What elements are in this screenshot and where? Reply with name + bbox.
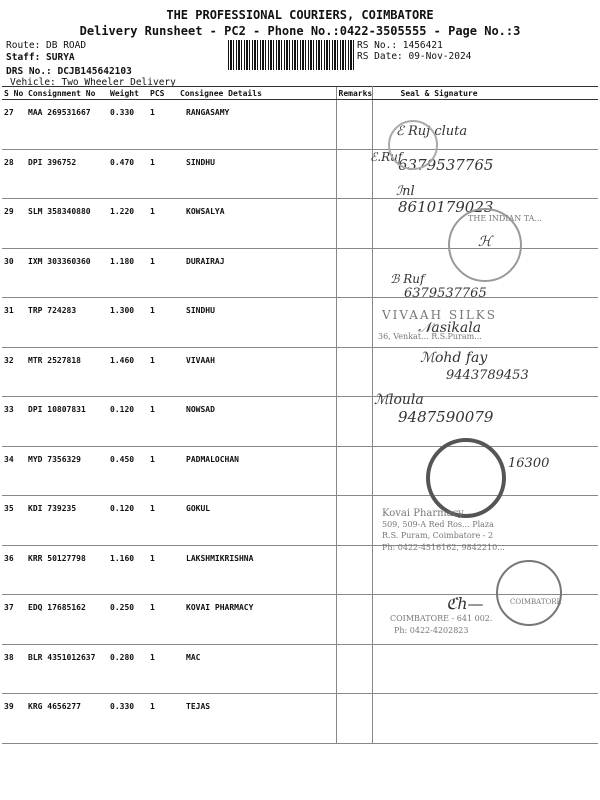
round-stamp: [426, 438, 506, 518]
round-stamp: [496, 560, 562, 626]
route: Route: DB ROAD: [6, 40, 87, 51]
row-consignment-no: IXM 303360360: [26, 248, 108, 298]
row-pcs: 1: [148, 149, 178, 199]
col-weight: Weight: [108, 87, 148, 100]
row-remarks: [336, 545, 372, 595]
row-consignee: PADMALOCHAN: [178, 446, 336, 496]
vehicle: Vehicle: Two Wheeler Delivery: [10, 77, 176, 88]
row-consignee: DURAIRAJ: [178, 248, 336, 298]
row-consignment-no: MAA 269531667: [26, 100, 108, 150]
row-consignee: KOWSALYA: [178, 199, 336, 249]
table-row: [2, 644, 598, 694]
row-weight: 0.330: [108, 694, 148, 744]
barcode: [228, 40, 354, 70]
row-sno: 39: [2, 694, 26, 744]
handwritten-phone: 8610179023: [398, 198, 494, 216]
row-weight: 0.120: [108, 397, 148, 447]
row-pcs: 1: [148, 694, 178, 744]
row-remarks: [336, 199, 372, 249]
row-remarks: [336, 694, 372, 744]
stamp-text: VIVAAH SILKS: [382, 308, 497, 322]
signature-mark: ℰ Ruj cluta: [396, 124, 468, 139]
row-remarks: [336, 149, 372, 199]
table-row: [2, 397, 598, 447]
row-remarks: [336, 100, 372, 150]
row-consignee: RANGASAMY: [178, 100, 336, 150]
row-pcs: 1: [148, 446, 178, 496]
signature-mark: ℋ: [478, 234, 492, 250]
col-remarks: Remarks: [336, 87, 372, 100]
row-sno: 31: [2, 298, 26, 348]
row-consignee: MAC: [178, 644, 336, 694]
signature-mark: ℳloula: [374, 392, 424, 408]
row-pcs: 1: [148, 347, 178, 397]
row-consignment-no: MTR 2527818: [26, 347, 108, 397]
row-consignment-no: TRP 724283: [26, 298, 108, 348]
row-sno: 33: [2, 397, 26, 447]
row-consignment-no: DPI 396752: [26, 149, 108, 199]
handwritten-phone: 9443789453: [446, 368, 529, 383]
row-consignment-no: EDQ 17685162: [26, 595, 108, 645]
row-pcs: 1: [148, 545, 178, 595]
row-pcs: 1: [148, 496, 178, 546]
row-consignment-no: KDI 739235: [26, 496, 108, 546]
signature-mark: ℭh—: [446, 594, 484, 613]
stamp-text: COIMBATORE - 641 002.: [390, 614, 493, 623]
row-sno: 27: [2, 100, 26, 150]
handwritten-phone: 6379537765: [404, 286, 487, 301]
stamp-text: 509, 509-A Red Ros... Plaza: [382, 520, 494, 529]
stamp-text: COIMBATORE: [510, 598, 562, 606]
row-sno: 30: [2, 248, 26, 298]
company-title: THE PROFESSIONAL COURIERS, COIMBATORE: [166, 8, 434, 22]
rs-no: RS No.: 1456421: [357, 40, 443, 51]
row-weight: 0.330: [108, 100, 148, 150]
row-sno: 28: [2, 149, 26, 199]
row-consignment-no: DPI 10807831: [26, 397, 108, 447]
row-weight: 0.280: [108, 644, 148, 694]
row-remarks: [336, 644, 372, 694]
staff: Staff: SURYA: [6, 52, 75, 63]
runsheet-subtitle: Delivery Runsheet - PC2 - Phone No.:0422-3505555 - Page No.:3: [79, 24, 521, 38]
row-seal: [372, 644, 598, 694]
row-consignment-no: KRG 4656277: [26, 694, 108, 744]
row-weight: 0.120: [108, 496, 148, 546]
stamp-text: Ph: 0422-4202823: [394, 626, 469, 635]
row-consignee: NOWSAD: [178, 397, 336, 447]
row-consignee: LAKSHMIKRISHNA: [178, 545, 336, 595]
row-consignee: GOKUL: [178, 496, 336, 546]
row-consignee: SINDHU: [178, 149, 336, 199]
row-seal: [372, 545, 598, 595]
runsheet-table: [2, 86, 598, 744]
table-row: [2, 298, 598, 348]
row-pcs: 1: [148, 100, 178, 150]
col-consignment: Consignment No: [26, 87, 108, 100]
row-seal: [372, 694, 598, 744]
signature-mark: ℰ.Ruf: [370, 150, 403, 164]
row-weight: 0.250: [108, 595, 148, 645]
handwritten-phone: 6379537765: [398, 156, 494, 174]
row-remarks: [336, 595, 372, 645]
table-row: [2, 149, 598, 199]
row-sno: 38: [2, 644, 26, 694]
row-weight: 1.180: [108, 248, 148, 298]
col-pcs: PCS: [148, 87, 178, 100]
col-seal: Seal & Signature: [372, 87, 598, 100]
row-weight: 1.220: [108, 199, 148, 249]
row-sno: 37: [2, 595, 26, 645]
handwritten-phone: 9487590079: [398, 408, 494, 426]
row-remarks: [336, 347, 372, 397]
row-pcs: 1: [148, 298, 178, 348]
row-pcs: 1: [148, 595, 178, 645]
row-consignee: SINDHU: [178, 298, 336, 348]
row-sno: 36: [2, 545, 26, 595]
row-remarks: [336, 446, 372, 496]
row-consignee: TEJAS: [178, 694, 336, 744]
row-remarks: [336, 397, 372, 447]
stamp-text: Ph: 0422-4516162, 9842210...: [382, 543, 505, 552]
row-weight: 1.460: [108, 347, 148, 397]
stamp-text: THE INDIAN TA...: [468, 214, 543, 223]
row-remarks: [336, 496, 372, 546]
stamp-text: Kovai Pharmacy: [382, 508, 464, 519]
row-consignment-no: KRR 50127798: [26, 545, 108, 595]
row-weight: 1.300: [108, 298, 148, 348]
row-weight: 1.160: [108, 545, 148, 595]
handwritten-number: 16300: [508, 456, 550, 471]
signature-mark: 𝒩asikala: [418, 320, 482, 336]
row-pcs: 1: [148, 199, 178, 249]
row-consignment-no: MYD 7356329: [26, 446, 108, 496]
row-remarks: [336, 298, 372, 348]
row-weight: 0.470: [108, 149, 148, 199]
round-stamp: [388, 120, 438, 170]
row-consignment-no: BLR 4351012637: [26, 644, 108, 694]
row-sno: 35: [2, 496, 26, 546]
row-consignee: KOVAI PHARMACY: [178, 595, 336, 645]
table-header-row: [2, 87, 598, 100]
row-sno: 34: [2, 446, 26, 496]
row-weight: 0.450: [108, 446, 148, 496]
table-row: [2, 100, 598, 150]
col-sno: S No: [2, 87, 26, 100]
row-pcs: 1: [148, 644, 178, 694]
signature-mark: ℐnl: [396, 184, 415, 199]
row-sno: 29: [2, 199, 26, 249]
table-row: [2, 694, 598, 744]
rs-date: RS Date: 09-Nov-2024: [357, 51, 472, 62]
row-remarks: [336, 248, 372, 298]
row-consignment-no: SLM 358340880: [26, 199, 108, 249]
col-consignee: Consignee Details: [178, 87, 336, 100]
row-pcs: 1: [148, 248, 178, 298]
row-sno: 32: [2, 347, 26, 397]
stamp-text: 36, Venkat... R.S.Puram...: [378, 332, 482, 341]
stamp-text: R.S. Puram, Coimbatore - 2: [382, 531, 494, 540]
signature-mark: ℬ Ruf: [390, 272, 425, 286]
drs-no: DRS No.: DCJB145642103: [6, 66, 132, 77]
signature-mark: ℳohd fay: [420, 350, 488, 366]
row-consignee: VIVAAH: [178, 347, 336, 397]
table-row: [2, 496, 598, 546]
row-pcs: 1: [148, 397, 178, 447]
